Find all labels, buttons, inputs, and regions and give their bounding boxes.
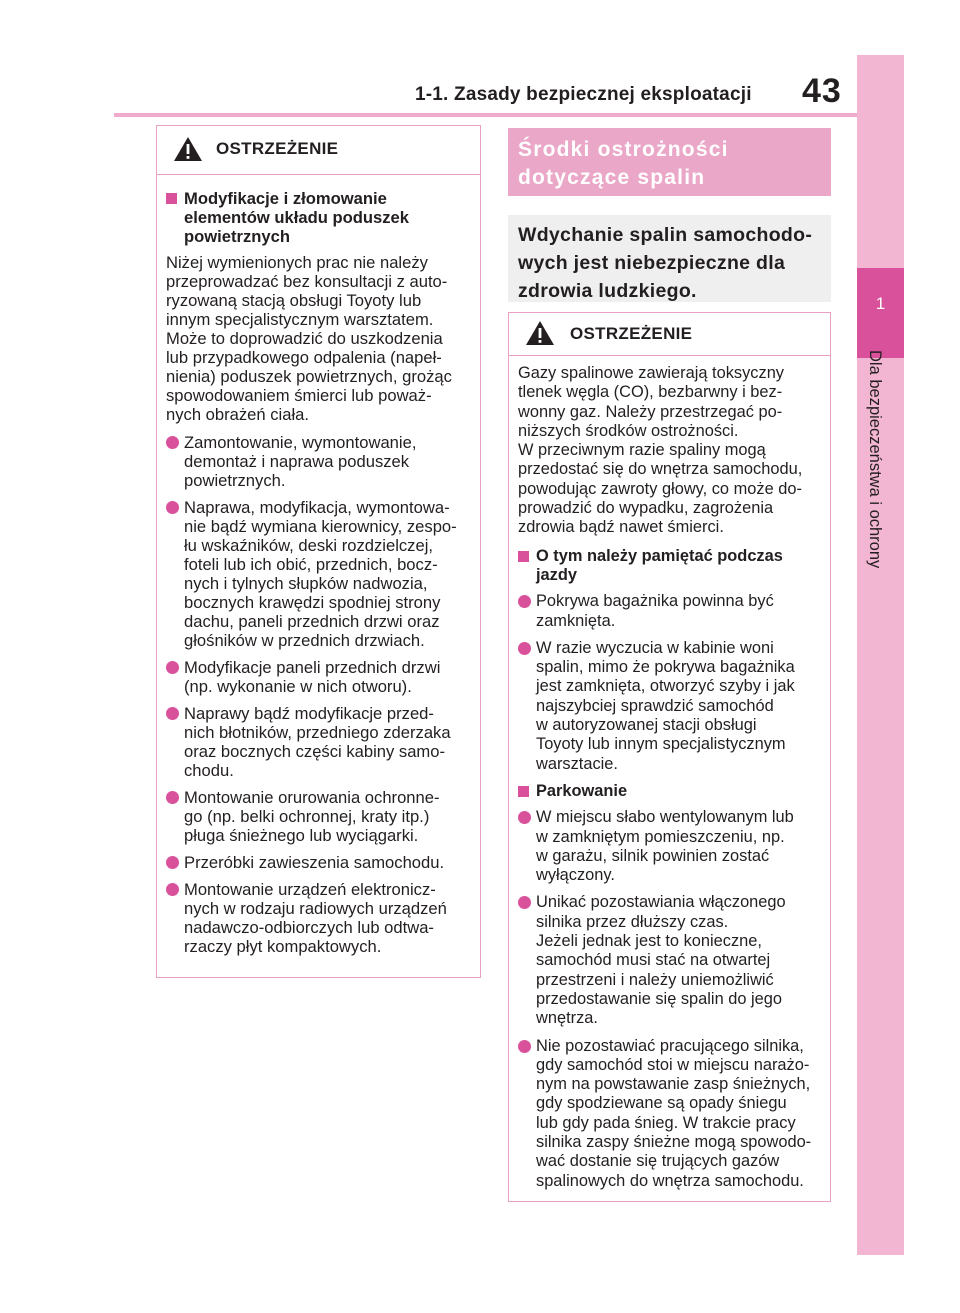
- text-line: prowadzić do wypadku, zagrożenia: [518, 499, 774, 518]
- text-line: W przeciwnym razie spaliny mogą: [518, 441, 766, 460]
- warning-subheading: [518, 547, 822, 586]
- warning-triangle-icon: [525, 320, 555, 346]
- text-line: Toyoty lub innym specjalistycznym: [536, 735, 786, 754]
- text-line: wać dostanie się trujących gazów: [536, 1152, 780, 1171]
- text-line: ryzowaną stacją obsługi Toyoty lub: [166, 291, 422, 310]
- text-line: lub przypadkowego odpalenia (napeł-: [166, 348, 442, 367]
- text-line: gdy spodziewane są opady śniegu: [536, 1094, 787, 1113]
- subtitle-line: Wdychanie spalin samochodo-: [518, 224, 813, 246]
- section-subtitle: [508, 215, 831, 302]
- text-line: pługa śnieżnego lub wyciągarki.: [184, 826, 419, 845]
- text-line: przeprowadzać bez konsultacji z auto-: [166, 272, 448, 291]
- text-line: Naprawa, modyfikacja, wymontowa-: [184, 498, 450, 517]
- text-line: O tym należy pamiętać podczas: [536, 546, 783, 565]
- text-line: go (np. belki ochronnej, kraty itp.): [184, 807, 430, 826]
- text-line: (np. wykonanie w nich otworu).: [184, 677, 412, 696]
- text-line: nych w rodzaju radiowych urządzeń: [184, 899, 447, 918]
- warning-header: [157, 126, 480, 175]
- text-line: Niżej wymienionych prac nie należy: [166, 253, 428, 272]
- text-line: Przeróbki zawieszenia samochodu.: [184, 853, 445, 872]
- text-line: łu wskaźników, deski rozdzielczej,: [184, 536, 434, 555]
- text-line: wonny gaz. Należy przestrzegać po-: [518, 402, 783, 421]
- text-line: samochód musi stać na otwartej: [536, 951, 771, 970]
- text-line: najszybciej sprawdzić samochód: [536, 696, 774, 715]
- text-line: lub gdy pada śnieg. W trakcie pracy: [536, 1113, 796, 1132]
- text-line: bocznych krawędzi spodniej strony: [184, 593, 441, 612]
- text-line: nych obrażeń ciała.: [166, 405, 309, 424]
- warning-content: [157, 175, 480, 956]
- text-line: gdy samochód stoi w miejscu narażo-: [536, 1055, 810, 1074]
- text-line: Pokrywa bagażnika powinna być: [536, 592, 774, 611]
- header-rule: [114, 113, 857, 117]
- section-title: [508, 128, 831, 196]
- chapter-side-tab: [857, 55, 904, 1255]
- text-line: jest zamknięta, otworzyć szyby i jak: [536, 677, 795, 696]
- subtitle-line: zdrowia ludzkiego.: [518, 280, 697, 302]
- text-line: spalinowych do wnętrza samochodu.: [536, 1171, 804, 1190]
- text-line: spalin, mimo że pokrywa bagażnika: [536, 658, 795, 677]
- text-line: oraz bocznych części kabiny samo-: [184, 742, 445, 761]
- text-line: przedostawanie się spalin do jego: [536, 989, 783, 1008]
- text-line: tlenek węgla (CO), bezbarwny i bez-: [518, 383, 783, 402]
- text-line: Montowanie orurowania ochronne-: [184, 788, 440, 807]
- text-line: spowodowaniem śmierci lub poważ-: [166, 386, 432, 405]
- text-line: w garażu, silnik powinien zostać: [536, 846, 770, 865]
- exhaust-warning-box: [508, 312, 831, 1202]
- bullet-item: [166, 880, 472, 956]
- text-line: zamknięta.: [536, 611, 616, 630]
- text-line: powodując zawroty głowy, co może do-: [518, 479, 802, 498]
- text-line: przestrzeni i należy uniemożliwić: [536, 970, 774, 989]
- text-line: przedostać się do wnętrza samochodu,: [518, 460, 803, 479]
- text-line: demontaż i naprawa poduszek: [184, 452, 410, 471]
- warning-paragraph: [518, 364, 822, 538]
- text-line: Modyfikacje paneli przednich drzwi: [184, 658, 441, 677]
- text-line: w zamkniętym pomieszczeniu, np.: [536, 827, 785, 846]
- text-line: zdrowia bądź nawet śmierci.: [518, 518, 724, 537]
- text-line: innym specjalistycznym warsztatem.: [166, 310, 434, 329]
- bullet-item: [166, 853, 472, 872]
- warning-bullet-list: [166, 433, 472, 956]
- text-line: Nie pozostawiać pracującego silnika,: [536, 1036, 804, 1055]
- text-line: Może to doprowadzić do uszkodzenia: [166, 329, 443, 348]
- text-line: Gazy spalinowe zawierają toksyczny: [518, 364, 785, 382]
- warning-subheading: Modyfikacje i złomowanie elementów układu poduszek powietrznych: [166, 189, 472, 246]
- bullet-item: [518, 639, 822, 774]
- warning-paragraph: [166, 253, 472, 424]
- text-line: Naprawy bądź modyfikacje przed-: [184, 704, 434, 723]
- text-line: wyłączony.: [536, 866, 615, 885]
- chapter-number: 1: [875, 294, 886, 313]
- text-line: jazdy: [536, 565, 577, 584]
- warning-content: [509, 356, 830, 1191]
- section-title-line: Środki ostrożności: [518, 138, 729, 161]
- bullet-item: [518, 808, 822, 885]
- text-line: Jeżeli jednak jest to konieczne,: [536, 932, 762, 951]
- text-line: Unikać pozostawiania włączonego: [536, 893, 786, 912]
- text-line: W razie wyczucia w kabinie woni: [536, 638, 774, 657]
- text-line: Montowanie urządzeń elektronicz-: [184, 880, 436, 899]
- bullet-item: [518, 1037, 822, 1191]
- bullet-item: [518, 893, 822, 1028]
- text-line: Zamontowanie, wymontowanie,: [184, 433, 417, 452]
- bullet-item: [166, 658, 472, 696]
- chapter-title: Dla bezpieczeństwa i ochrony: [866, 350, 884, 569]
- warning-subheading: Parkowanie: [518, 782, 822, 801]
- text-line: nym na powstawanie zasp śnieżnych,: [536, 1075, 811, 1094]
- text-line: W miejscu słabo wentylowanym lub: [536, 808, 794, 827]
- bullet-item: [166, 788, 472, 845]
- warning-bullet-list: [518, 592, 822, 774]
- text-line: w autoryzowanej stacji obsługi: [536, 716, 757, 735]
- text-line: wnętrza.: [536, 1009, 598, 1028]
- subtitle-line: wych jest niebezpieczne dla: [518, 252, 786, 274]
- text-line: silnika zaspy śnieżne mogą spowodo-: [536, 1132, 812, 1151]
- bullet-item: [166, 704, 472, 780]
- warning-triangle-icon: [173, 136, 203, 162]
- warning-bullet-list: [518, 808, 822, 1191]
- page-number: 43: [802, 72, 842, 110]
- chapter-title-vertical: [865, 350, 895, 650]
- bullet-item: [166, 433, 472, 490]
- text-line: dachu, paneli przednich drzwi oraz: [184, 612, 440, 631]
- text-line: nych i tylnych słupków nadwozia,: [184, 574, 428, 593]
- text-line: powietrznych.: [184, 471, 286, 490]
- text-line: warsztacie.: [536, 754, 618, 773]
- text-line: nienia) poduszek powietrznych, grożąc: [166, 367, 452, 386]
- text-line: chodu.: [184, 761, 234, 780]
- bullet-item: [518, 592, 822, 631]
- text-line: niższych środków ostrożności.: [518, 421, 739, 440]
- warning-header: [509, 313, 830, 356]
- text-line: głośników w przednich drzwiach.: [184, 631, 425, 650]
- bullet-item: [166, 498, 472, 650]
- text-line: foteli lub ich obić, przednich, bocz-: [184, 555, 438, 574]
- text-line: nie bądź wymiana kierownicy, zespo-: [184, 517, 457, 536]
- text-line: nadawczo-odbiorczych lub odtwa-: [184, 918, 434, 937]
- section-title-line: dotyczące spalin: [518, 166, 706, 189]
- text-line: rzaczy płyt kompaktowych.: [184, 937, 382, 956]
- warning-label: OSTRZEŻENIE: [216, 139, 339, 158]
- warning-label: OSTRZEŻENIE: [570, 324, 693, 343]
- text-line: nich błotników, przedniego zderzaka: [184, 723, 451, 742]
- text-line: silnika przez dłuższy czas.: [536, 912, 729, 931]
- running-header: 1-1. Zasady bezpiecznej eksploatacji: [415, 84, 752, 105]
- airbag-warning-box: [156, 125, 481, 978]
